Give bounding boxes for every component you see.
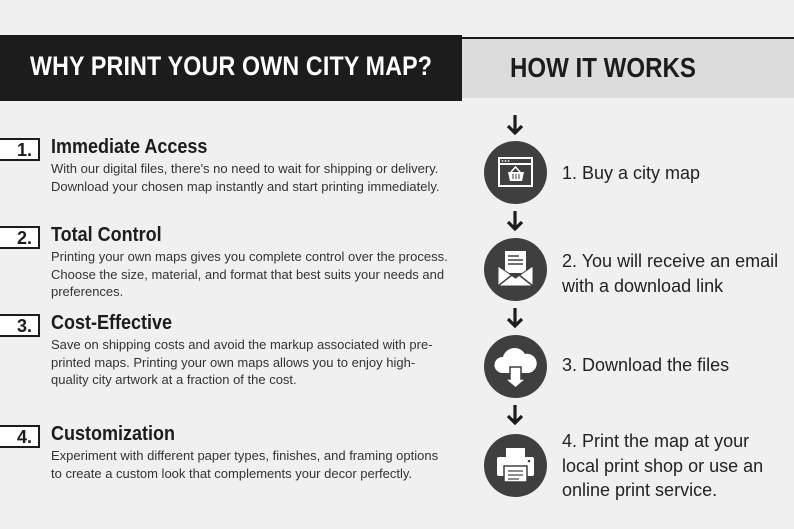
how-it-works-header bbox=[462, 37, 794, 98]
down-arrow-icon bbox=[506, 210, 524, 232]
reason-title: Total Control bbox=[51, 224, 162, 246]
reason-number-box bbox=[0, 138, 40, 161]
reason-number-box bbox=[0, 314, 40, 337]
step-4-text: 4. Print the map at your local print shop or use an online print service. bbox=[562, 431, 764, 500]
shopping-basket-icon bbox=[484, 141, 547, 204]
how-it-works-title: HOW IT WORKS bbox=[510, 52, 696, 83]
down-arrow-icon bbox=[506, 307, 524, 329]
reason-title: Immediate Access bbox=[51, 136, 208, 158]
why-print-title: WHY PRINT YOUR OWN CITY MAP? bbox=[30, 51, 433, 81]
reason-text: With our digital files, there's no need to wait for shipping or delivery. Download your chosen map instantly and start printing immediately. bbox=[51, 161, 440, 194]
cloud-download-icon bbox=[484, 335, 547, 398]
reason-title: Customization bbox=[51, 423, 176, 445]
reason-title: Cost-Effective bbox=[51, 312, 173, 334]
down-arrow-icon bbox=[506, 114, 524, 136]
step-1-icon-circle bbox=[484, 141, 547, 204]
reason-text: Printing your own maps gives you complete control over the process. Choose the size, material, and format that best suits your needs and preferences. bbox=[51, 249, 448, 299]
reason-number: 3. bbox=[16, 316, 32, 336]
step-1-text: 1. Buy a city map bbox=[562, 163, 701, 183]
step-4-icon-circle bbox=[484, 434, 547, 497]
email-icon bbox=[484, 238, 547, 301]
why-print-header bbox=[0, 35, 462, 101]
reason-text: Experiment with different paper types, finishes, and framing options to create a custom look that complements your decor perfectly. bbox=[51, 448, 439, 481]
step-3-icon-circle bbox=[484, 335, 547, 398]
step-2-icon-circle bbox=[484, 238, 547, 301]
down-arrow-icon bbox=[506, 404, 524, 426]
reason-number: 2. bbox=[16, 228, 32, 248]
step-3-text: 3. Download the files bbox=[562, 355, 730, 375]
reason-number: 1. bbox=[16, 140, 32, 160]
reason-number-box bbox=[0, 425, 40, 448]
step-2-text: 2. You will receive an email with a download link bbox=[562, 251, 779, 296]
reason-number-box bbox=[0, 226, 40, 249]
reason-number: 4. bbox=[16, 427, 32, 447]
printer-icon bbox=[484, 434, 547, 497]
reason-text: Save on shipping costs and avoid the markup associated with pre-printed maps. Printing your own maps allows you to enjoy high-quality city artwork at a fraction of the cost. bbox=[51, 337, 433, 387]
